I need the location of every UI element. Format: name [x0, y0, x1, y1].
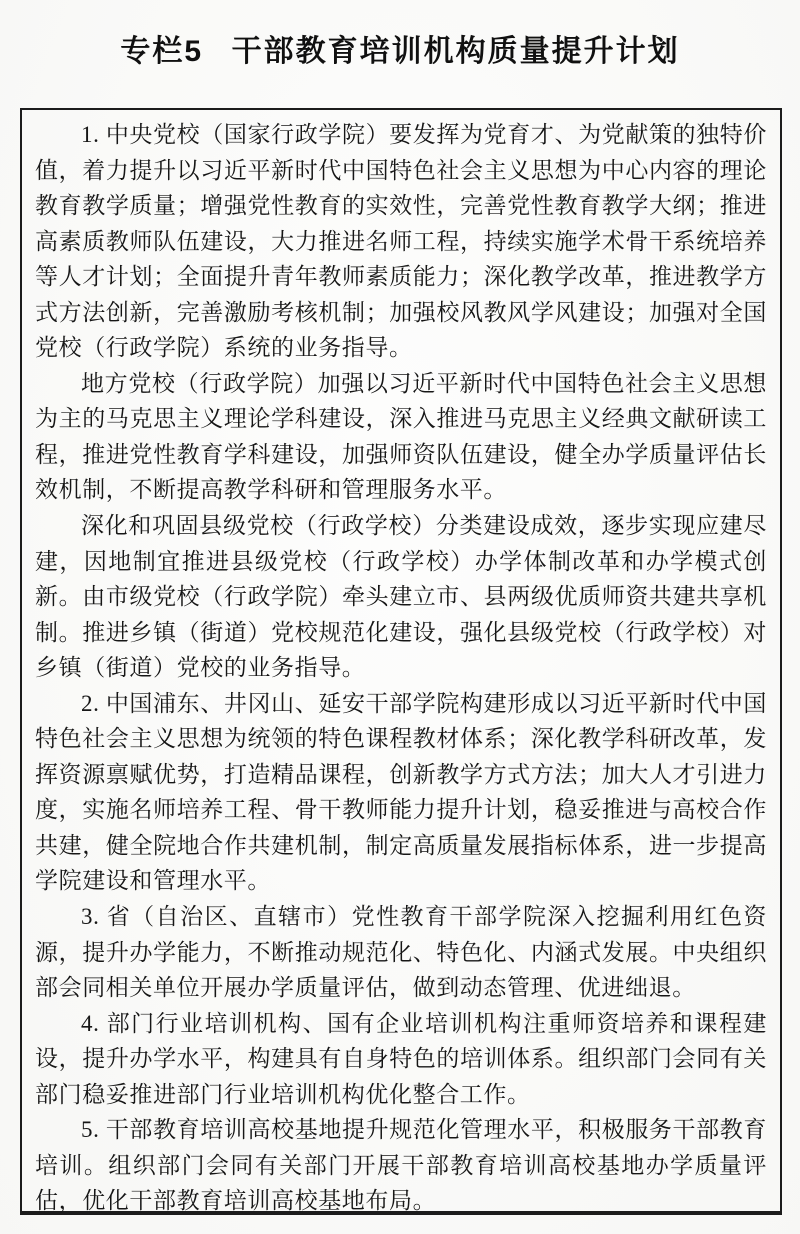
- paragraph-3: 深化和巩固县级党校（行政学校）分类建设成效，逐步实现应建尽建，因地制宜推进县级党校（行政学校）办学体制改革和办学模式创新。由市级党校（行政学院）牵头建立市、县两级优质师资共建共享机制。推进乡镇（街道）党校规范化建设，强化县级党校（行政学校）对乡镇（街道）党校的业务指导。: [35, 513, 767, 681]
- paragraph-1: 1. 中央党校（国家行政学院）要发挥为党育才、为党献策的独特价值，着力提升以习近平新时代中国特色社会主义思想为中心内容的理论教育教学质量；增强党性教育的实效性，完善党性教育教学大纲；推进高素质教师队伍建设，大力推进名师工程，持续实施学术骨干系统培养等人才计划；全面提升青年教师素质能力；深化教学改革，推进教学方式方法创新，完善激励考核机制；加强校风教风学风建设；加强对全国党校（行政学院）系统的业务指导。: [35, 122, 767, 361]
- paragraph-5: 3. 省（自治区、直辖市）党性教育干部学院深入挖掘利用红色资源，提升办学能力，不断推动规范化、特色化、内涵式发展。中央组织部会同相关单位开展办学质量评估，做到动态管理、优进绌退。: [35, 904, 767, 1001]
- content-box: [20, 108, 782, 1215]
- paragraph-7: 5. 干部教育培训高校基地提升规范化管理水平，积极服务干部教育培训。组织部门会同有关部门开展干部教育培训高校基地办学质量评估，优化干部教育培训高校基地布局。: [35, 1117, 767, 1214]
- paragraph-2: 地方党校（行政学院）加强以习近平新时代中国特色社会主义思想为主的马克思主义理论学科建设，深入推进马克思主义经典文献研读工程，推进党性教育学科建设，加强师资队伍建设，健全办学质量评估长效机制，不断提高教学科研和管理服务水平。: [35, 370, 767, 503]
- title-column-number: 专栏5: [120, 35, 204, 68]
- title-text: 干部教育培训机构质量提升计划: [231, 35, 680, 68]
- page-title: [0, 26, 800, 70]
- paragraph-4: 2. 中国浦东、井冈山、延安干部学院构建形成以习近平新时代中国特色社会主义思想为统领的特色课程教材体系；深化教学科研改革，发挥资源禀赋优势，打造精品课程，创新教学方式方法；加大人才引进力度，实施名师培养工程、骨干教师能力提升计划，稳妥推进与高校合作共建，健全院地合作共建机制，制定高质量发展指标体系，进一步提高学院建设和管理水平。: [35, 690, 767, 894]
- paragraph-6: 4. 部门行业培训机构、国有企业培训机构注重师资培养和课程建设，提升办学水平，构建具有自身特色的培训体系。组织部门会同有关部门稳妥推进部门行业培训机构优化整合工作。: [35, 1010, 767, 1107]
